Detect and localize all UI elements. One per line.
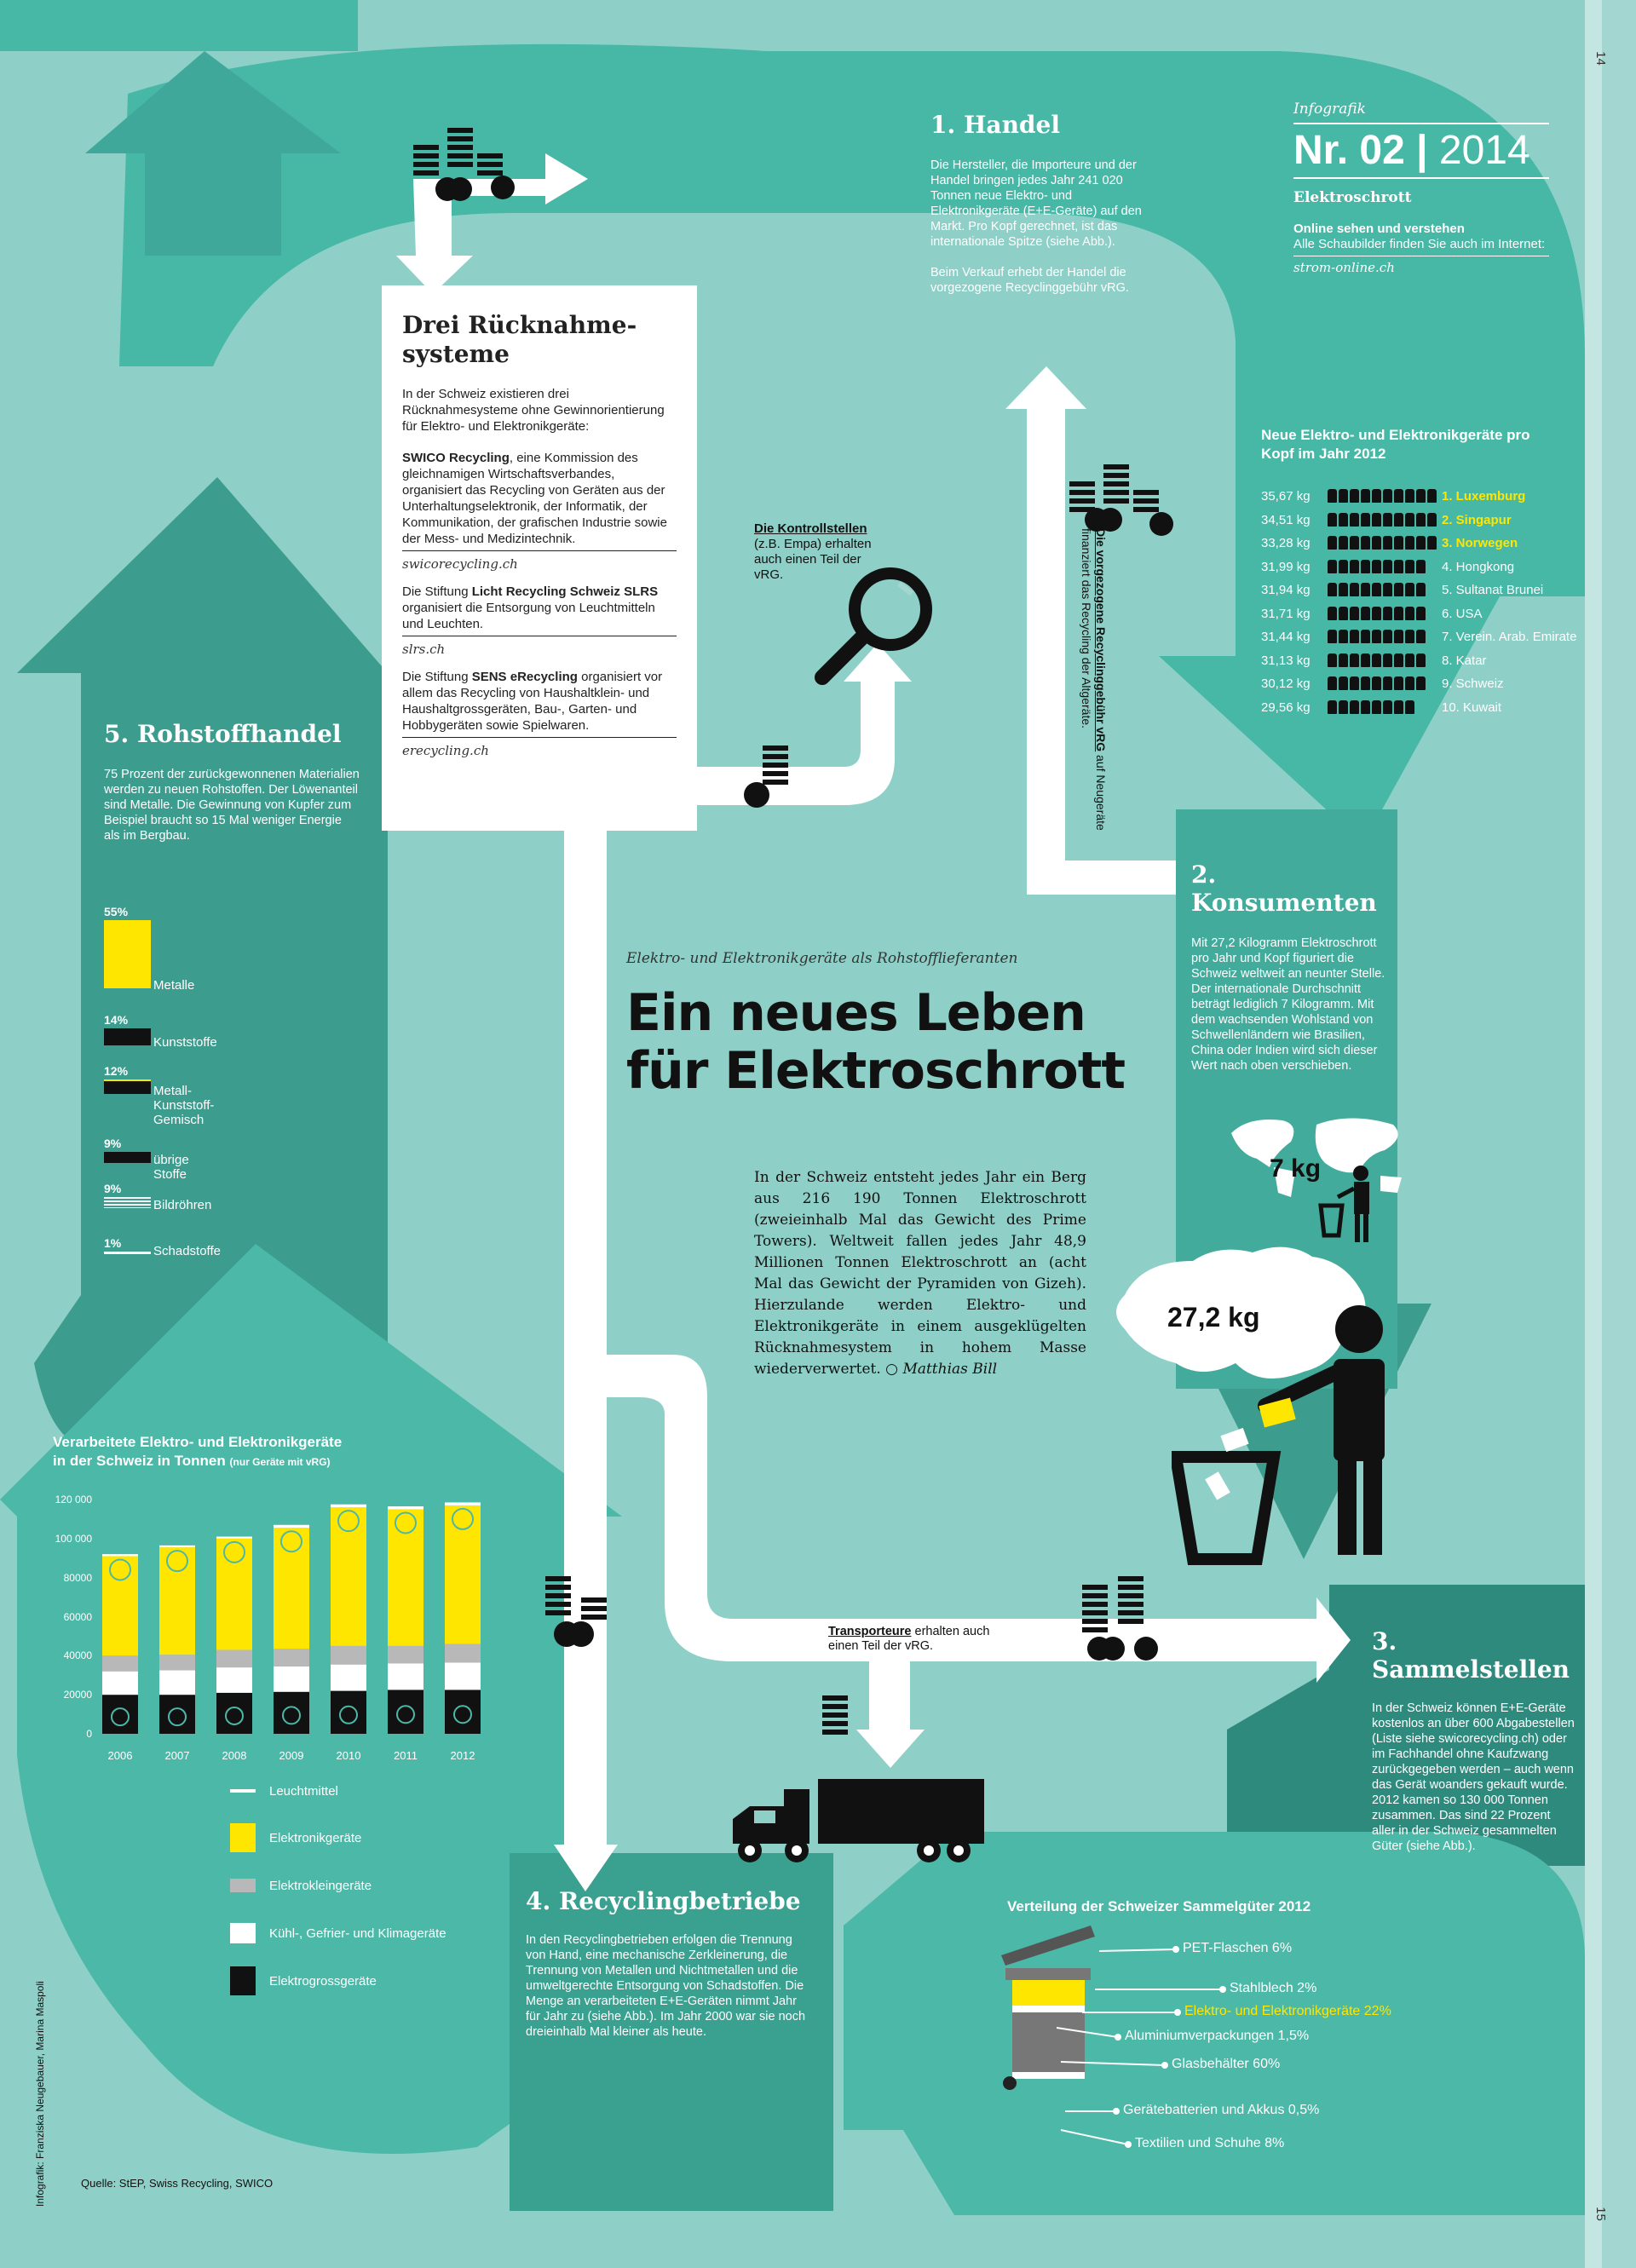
rohstoff-label: übrige Stoffe: [153, 1153, 189, 1182]
ranking-kg: 31,13 kg: [1261, 653, 1311, 668]
bar-segment: [331, 1507, 366, 1646]
lead-text: In der Schweiz entsteht jedes Jahr ein Berg aus 216 190 Tonnen Elektroschrott (zweieinhalb Mal das Gewicht des Prime Towers). Weltweit fallen jedes Jahr 48,9 Millionen Tonnen Elektroschrott an (acht Mal das Gewicht der Pyramiden von Gizeh). Hierzulande werden Elektro- und Elektronikgeräte in einem ausgeklügelten Rücknahmesystem in hohem Masse wiederverwertet. ○ Matthias Bill: [754, 1169, 1086, 1378]
x-tick-label: 2008: [222, 1749, 247, 1762]
bar-segment: [388, 1689, 423, 1734]
page-number-bottom: 15: [1593, 2207, 1608, 2221]
y-tick-label: 100 000: [55, 1532, 92, 1545]
slrs-desc: organisiert die Entsorgung von Leuchtmitteln und Leuchten.: [402, 601, 655, 631]
source-credit: Quelle: StEP, Swiss Recycling, SWICO: [81, 2177, 274, 2190]
legend-swatch: [230, 1789, 256, 1793]
verteilung-item: PET-Flaschen 6%: [1183, 1941, 1293, 1955]
bar-segment: [216, 1667, 252, 1693]
legend-swatch: [230, 1879, 256, 1892]
handel-text-1: Die Hersteller, die Importeure und der Handel bringen jedes Jahr 241 020 Tonnen neue Elektro- und Elektronikgeräte (E+E-Geräte) auf den Markt. Pro Kopf gerechnet, ist das internationale Spitze (siehe Abb.).: [930, 158, 1142, 249]
bar-segment: [274, 1666, 309, 1692]
bar-segment: [216, 1537, 252, 1539]
bar-segment: [159, 1671, 195, 1695]
bar-segment: [102, 1672, 138, 1695]
lead-author: Matthias Bill: [902, 1361, 998, 1378]
legend-swatch: [230, 1966, 256, 1995]
legend-swatch: [230, 1823, 256, 1852]
y-tick-label: 60000: [63, 1610, 92, 1623]
legend-label: Kühl-, Gefrier- und Klimageräte: [269, 1926, 446, 1941]
bar-segment: [331, 1691, 366, 1734]
world-kg-label: 7 kg: [1270, 1154, 1322, 1183]
sens-url[interactable]: erecycling.ch: [402, 737, 677, 758]
bar-segment: [274, 1525, 309, 1528]
bar-segment: [216, 1693, 252, 1734]
vrg-bold: Die vorgezogene Recyclinggebühr vRG: [1094, 528, 1108, 752]
ranking-kg: 33,28 kg: [1261, 536, 1311, 550]
header-topic: Elektroschrott: [1293, 189, 1412, 206]
y-tick-label: 80000: [63, 1571, 92, 1584]
konsumenten-text: Mit 27,2 Kilogramm Elektroschrott pro Jahr und Kopf figuriert die Schweiz weltweit an neunter Stelle. Der internationale Durchschnitt beträgt lediglich 7 Kilogramm. Mit dem wachsenden Wohlstand von Schwellenländern wie Brasilien, China oder Indien wird sich dieser Wert nach oben verschieben.: [1191, 936, 1385, 1073]
main-title-2: für Elektroschrott: [626, 1041, 1126, 1101]
chart-title-1: Verarbeitete Elektro- und Elektronikgeräte: [53, 1434, 343, 1450]
ranking-title: Neue Elektro- und Elektronikgeräte pro Kopf im Jahr 2012: [1261, 427, 1530, 462]
y-tick-label: 20000: [63, 1689, 92, 1701]
leader-line: [1061, 2062, 1165, 2065]
page-number-top: 14: [1593, 51, 1608, 66]
verteilung-item: Aluminiumverpackungen 1,5%: [1125, 2029, 1310, 2043]
swiss-kg-label: 27,2 kg: [1167, 1302, 1260, 1333]
handel-text-2: Beim Verkauf erhebt der Handel die vorgezogene Recyclinggebühr vRG.: [930, 266, 1129, 295]
legend-swatch: [230, 1923, 256, 1943]
ranking-country: 10. Kuwait: [1442, 699, 1502, 715]
leader-dot: [1174, 2009, 1181, 2016]
leader-dot: [1172, 1946, 1179, 1953]
bar-segment: [159, 1546, 195, 1547]
sens-name: SENS eRecycling: [471, 670, 578, 684]
bar-segment: [159, 1547, 195, 1655]
bar-segment: [102, 1556, 138, 1655]
leader-dot: [1219, 1986, 1226, 1993]
verteilung-title: Verteilung der Schweizer Sammelgüter 2012: [1007, 1898, 1311, 1914]
bar-segment: [445, 1662, 481, 1689]
x-tick-label: 2009: [279, 1749, 304, 1762]
x-tick-label: 2011: [394, 1749, 418, 1762]
y-tick-label: 0: [86, 1728, 92, 1740]
rohstoff-pct: 1%: [104, 1236, 122, 1250]
bar-segment: [388, 1664, 423, 1690]
ranking-country: 5. Sultanat Brunei: [1442, 583, 1544, 597]
rohstoff-pct: 14%: [104, 1013, 129, 1027]
swico-url[interactable]: swicorecycling.ch: [402, 550, 677, 572]
slrs-name: Licht Recycling Schweiz SLRS: [471, 584, 659, 599]
author-credit: Infografik: Franziska Neugebauer, Marina Maspoli: [34, 1981, 46, 2207]
verteilung-item: Stahlblech 2%: [1230, 1981, 1317, 1995]
verteilung-item: Elektro- und Elektronikgeräte 22%: [1184, 2004, 1391, 2018]
online-title: Online sehen und verstehen: [1293, 222, 1465, 236]
leader-dot: [1113, 2108, 1120, 2115]
rohstoff-pct: 55%: [104, 905, 129, 918]
bar-segment: [331, 1505, 366, 1507]
lead-body: In der Schweiz entsteht jedes Jahr ein Berg aus 216 190 Tonnen Elektroschrott (zweieinhalb Mal das Gewicht des Prime Towers). Weltweit fallen jedes Jahr 48,9 Millionen Tonnen Elektroschrott an (acht Mal das Gewicht der Pyramiden von Gizeh). Hierzulande werden Elektro- und Elektronikgeräte in einem ausgeklügelten Rücknahmesystem in hohem Masse wiederverwertet.: [754, 1169, 1086, 1378]
recycling-title: 4. Recyclingbetriebe: [526, 1887, 801, 1915]
main-kicker: Elektro- und Elektronikgeräte als Rohstofflieferanten: [626, 950, 1018, 967]
bar-segment: [445, 1644, 481, 1663]
leader-dot: [1125, 2141, 1132, 2148]
bar-segment: [388, 1506, 423, 1509]
leader-dot: [1115, 2034, 1121, 2041]
header-kicker: Infografik: [1293, 101, 1366, 118]
sammel-text: In der Schweiz können E+E-Geräte kostenlos an über 600 Abgabestellen (Liste siehe swicorecycling.ch) oder im Fachhandel ohne Kaufzwang zurückgegeben werden – auch wenn das Gerät woanders gekauft wurde. 2012 kamen so 130 000 Tonnen zusammen. Das sind 22 Prozent aller in der Schweiz gesammelten Güter (siehe Abb.).: [1372, 1701, 1575, 1853]
ranking-kg: 29,56 kg: [1261, 699, 1311, 715]
swico-desc: , eine Kommission des gleichnamigen Wirtschaftsverbandes, organisiert das Recycling von Geräten aus der Unterhaltungselektronik, der Informatik, der Kommunikation, der grafischen Industrie sowie der Mess- und Medizintechnik.: [402, 451, 667, 546]
online-text: Alle Schaubilder finden Sie auch im Internet:: [1293, 237, 1546, 251]
rohstoff-title: 5. Rohstoffhandel: [104, 720, 342, 748]
handel-title: 1. Handel: [930, 111, 1060, 139]
legend-label: Leuchtmittel: [269, 1784, 338, 1799]
issue-year: 2014: [1438, 128, 1530, 173]
ranking-country: 4. Hongkong: [1442, 559, 1515, 574]
ranking-kg: 34,51 kg: [1261, 512, 1311, 527]
x-tick-label: 2010: [336, 1749, 361, 1762]
bar-segment: [331, 1665, 366, 1691]
ranking-country: 3. Norwegen: [1442, 536, 1518, 550]
x-tick-label: 2006: [107, 1749, 133, 1762]
bar-segment: [102, 1695, 138, 1734]
legend-label: Elektrokleingeräte: [269, 1879, 372, 1893]
transport-bold: Transporteure: [828, 1625, 912, 1638]
bar-segment: [102, 1655, 138, 1671]
ranking-country: 2. Singapur: [1442, 512, 1512, 527]
rohstoff-label: Kunststoffe: [153, 1035, 217, 1050]
x-tick-label: 2007: [164, 1749, 190, 1762]
vrg-desc: auf Neugeräte finanziert das Recycling der Altgeräte.: [1080, 528, 1108, 831]
leader-line: [1061, 2130, 1128, 2144]
ranking-kg: 31,71 kg: [1261, 606, 1311, 621]
bar-segment: [445, 1689, 481, 1734]
stacked-bar-chart: [0, 0, 511, 1772]
issue-number: Nr. 02 | 2014: [1293, 123, 1549, 179]
ruecknahme-title: Drei Rücknahme-systeme: [402, 311, 637, 368]
rohstoff-pct: 12%: [104, 1064, 129, 1078]
rohstoff-pct: 9%: [104, 1182, 122, 1195]
x-tick-label: 2012: [450, 1749, 475, 1762]
recycling-text: In den Recyclingbetrieben erfolgen die Trennung von Hand, eine mechanische Zerkleinerung, die Trennung von Metallen und Nichtmetallen und die umweltgerechte Entsorgung von Schadstoffen. Die Menge an verarbeiteten E+E-Geräten nimmt Jahr für Jahr zu (siehe Abb.). Im Jahr 2000 war sie noch dreieinhalb Mal kleiner als heute.: [526, 1933, 806, 2039]
chart-title-2: in der Schweiz in Tonnen: [53, 1453, 226, 1469]
rohstoff-label: Metall-Kunststoff-Gemisch: [153, 1084, 215, 1127]
bar-segment: [388, 1646, 423, 1664]
ranking-country: 8. Katar: [1442, 653, 1487, 668]
online-url[interactable]: strom-online.ch: [1293, 256, 1549, 275]
bar-segment: [388, 1509, 423, 1645]
sens-pre: Die Stiftung: [402, 670, 472, 684]
kontroll-bold: Die Kontrollstellen: [754, 521, 867, 536]
bar-segment: [216, 1649, 252, 1667]
bar-segment: [102, 1554, 138, 1556]
bar-segment: [274, 1528, 309, 1649]
transport-desc: erhalten auch einen Teil der vRG.: [828, 1625, 990, 1653]
bar-segment: [274, 1649, 309, 1666]
verteilung-item: Gerätebatterien und Akkus 0,5%: [1123, 2103, 1320, 2117]
leader-line: [1099, 1949, 1176, 1951]
rohstoff-text: 75 Prozent der zurückgewonnenen Materialien werden zu neuen Rohstoffen. Der Löwenanteil sind Metalle. Die Gewinnung von Kupfer zum Beispiel braucht so 15 Mal weniger Energie als im Bergbau.: [104, 768, 360, 843]
swico-name: SWICO Recycling: [402, 451, 510, 465]
bar-segment: [331, 1646, 366, 1665]
ruecknahme-intro: In der Schweiz existieren drei Rücknahmesysteme ohne Gewinnorientierung für Elektro- und Elektronikgeräte:: [402, 387, 665, 434]
ranking-kg: 31,99 kg: [1261, 559, 1311, 574]
ranking-country: 7. Verein. Arab. Emirate: [1442, 630, 1577, 644]
slrs-url[interactable]: slrs.ch: [402, 636, 677, 657]
rohstoff-pct: 9%: [104, 1137, 122, 1150]
ranking-country: 6. USA: [1442, 606, 1483, 621]
kontroll-desc: (z.B. Empa) erhalten auch einen Teil der vRG.: [754, 537, 872, 582]
ranking-kg: 35,67 kg: [1261, 489, 1311, 504]
ranking-kg: 31,44 kg: [1261, 630, 1311, 644]
ranking-country: 9. Schweiz: [1442, 676, 1504, 691]
chart-note: (nur Geräte mit vRG): [229, 1456, 331, 1468]
bar-segment: [445, 1505, 481, 1644]
bar-segment: [159, 1695, 195, 1734]
legend-label: Elektronikgeräte: [269, 1831, 362, 1845]
sammel-title: 3. Sammelstellen: [1372, 1627, 1570, 1684]
verteilung-item: Glasbehälter 60%: [1172, 2057, 1281, 2071]
ranking-country: 1. Luxemburg: [1442, 489, 1526, 504]
rohstoff-label: Bildröhren: [153, 1198, 212, 1212]
bar-segment: [159, 1655, 195, 1670]
bar-segment: [445, 1502, 481, 1505]
y-tick-label: 40000: [63, 1649, 92, 1662]
issue-nr: Nr. 02: [1293, 128, 1405, 173]
main-title-1: Ein neues Leben: [626, 983, 1086, 1043]
leader-line: [1057, 2028, 1118, 2037]
konsumenten-title: 2. Konsumenten: [1191, 861, 1377, 917]
sens-desc: organisiert vor allem das Recycling von Haushaltklein- und Haushaltgrossgeräten, Bau-, Garten- und Hobbygeräten sowie Spielwaren.: [402, 670, 663, 733]
y-tick-label: 120 000: [55, 1494, 92, 1505]
bar-segment: [216, 1539, 252, 1650]
ranking-kg: 30,12 kg: [1261, 676, 1311, 691]
legend-label: Elektrogrossgeräte: [269, 1974, 377, 1989]
verteilung-item: Textilien und Schuhe 8%: [1135, 2136, 1285, 2150]
leader-dot: [1161, 2062, 1168, 2069]
ranking-kg: 31,94 kg: [1261, 583, 1311, 597]
rohstoff-label: Schadstoffe: [153, 1244, 221, 1258]
rohstoff-label: Metalle: [153, 978, 195, 993]
bar-segment: [274, 1692, 309, 1734]
slrs-pre: Die Stiftung: [402, 584, 472, 599]
